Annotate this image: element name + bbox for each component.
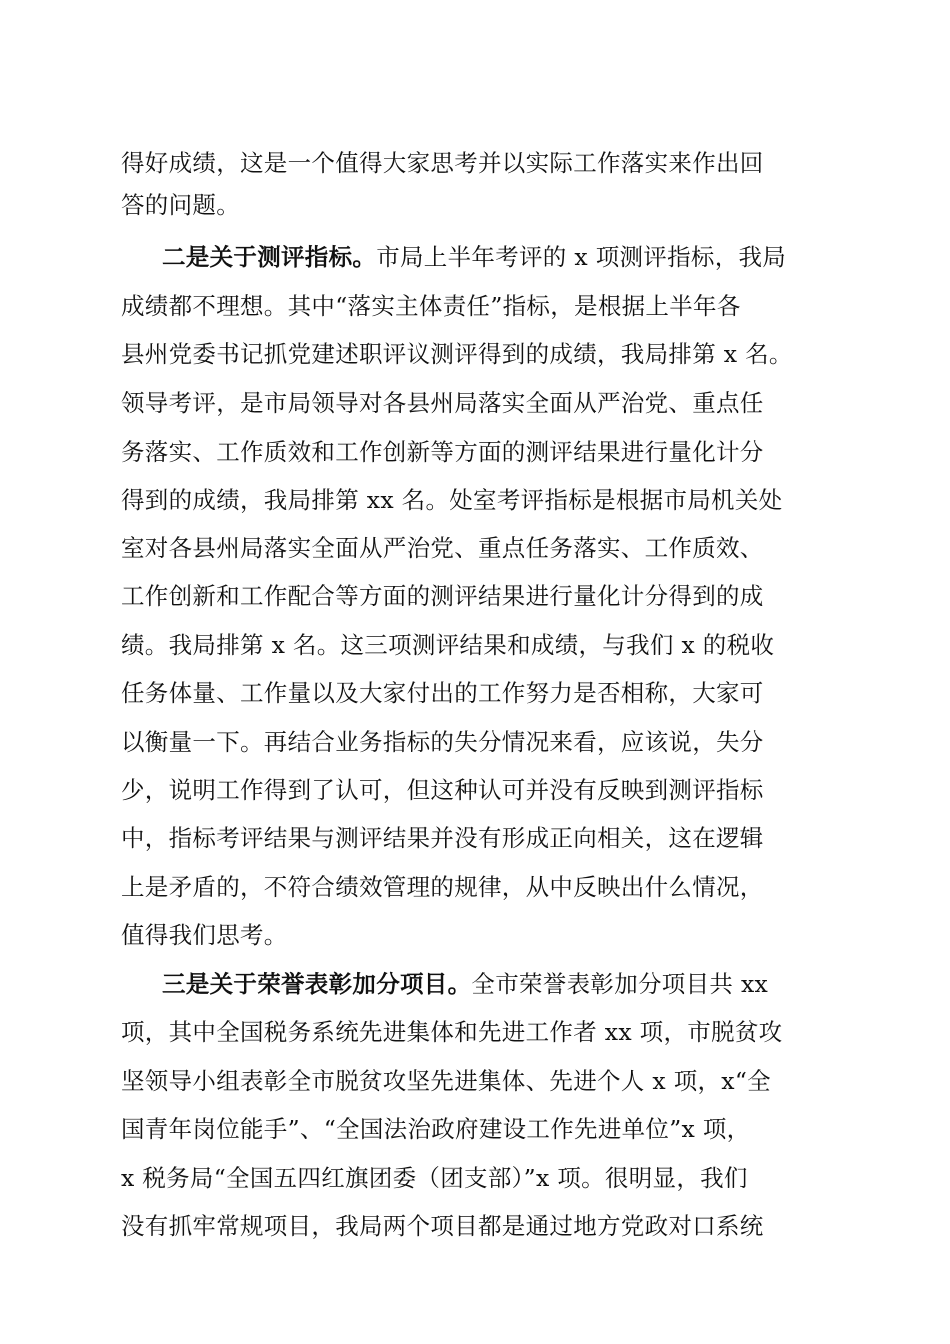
text-line: 以衡量一下。再结合业务指标的失分情况来看，应该说，失分 bbox=[121, 728, 764, 756]
text-line: 项，其中全国税务系统先进集体和先进工作者 xx 项，市脱贫攻 bbox=[121, 1018, 783, 1046]
text-line bbox=[162, 961, 768, 1007]
text-line bbox=[162, 234, 786, 280]
text-line: x 税务局“全国五四红旗团委（团支部）”x 项。很明显，我们 bbox=[121, 1164, 748, 1192]
text-line: 答的问题。 bbox=[121, 191, 240, 219]
text-line: 绩。我局排第 x 名。这三项测评结果和成绩，与我们 x 的税收 bbox=[121, 631, 775, 659]
text-line: 县州党委书记抓党建述职评议测评得到的成绩，我局排第 x 名。 bbox=[121, 340, 793, 368]
section-text: 全市荣誉表彰加分项目共 xx bbox=[471, 970, 769, 998]
section-heading: 三是关于荣誉表彰加分项目。 bbox=[162, 970, 472, 998]
text-line: 得好成绩，这是一个值得大家思考并以实际工作落实来作出回 bbox=[121, 149, 764, 177]
text-line: 工作创新和工作配合等方面的测评结果进行量化计分得到的成 bbox=[121, 582, 764, 610]
text-line: 国青年岗位能手”、“全国法治政府建设工作先进单位”x 项， bbox=[121, 1115, 751, 1143]
text-line: 上是矛盾的，不符合绩效管理的规律，从中反映出什么情况， bbox=[121, 873, 764, 901]
text-line: 得到的成绩，我局排第 xx 名。处室考评指标是根据市局机关处 bbox=[121, 486, 783, 514]
text-line: 成绩都不理想。其中“落实主体责任”指标，是根据上半年各 bbox=[121, 292, 741, 320]
text-line: 值得我们思考。 bbox=[121, 921, 288, 949]
text-line: 少，说明工作得到了认可，但这种认可并没有反映到测评指标 bbox=[121, 776, 764, 804]
section-text: 市局上半年考评的 x 项测评指标，我局 bbox=[376, 243, 787, 271]
text-line: 室对各县州局落实全面从严治党、重点任务落实、工作质效、 bbox=[121, 534, 764, 562]
text-line: 任务体量、工作量以及大家付出的工作努力是否相称，大家可 bbox=[121, 679, 764, 707]
section-heading: 二是关于测评指标。 bbox=[162, 243, 377, 271]
text-line: 中，指标考评结果与测评结果并没有形成正向相关，这在逻辑 bbox=[121, 824, 764, 852]
text-line: 没有抓牢常规项目，我局两个项目都是通过地方党政对口系统 bbox=[121, 1212, 764, 1240]
text-line: 领导考评，是市局领导对各县州局落实全面从严治党、重点任 bbox=[121, 389, 764, 417]
text-line: 坚领导小组表彰全市脱贫攻坚先进集体、先进个人 x 项，x“全 bbox=[121, 1067, 771, 1095]
text-line: 务落实、工作质效和工作创新等方面的测评结果进行量化计分 bbox=[121, 438, 764, 466]
